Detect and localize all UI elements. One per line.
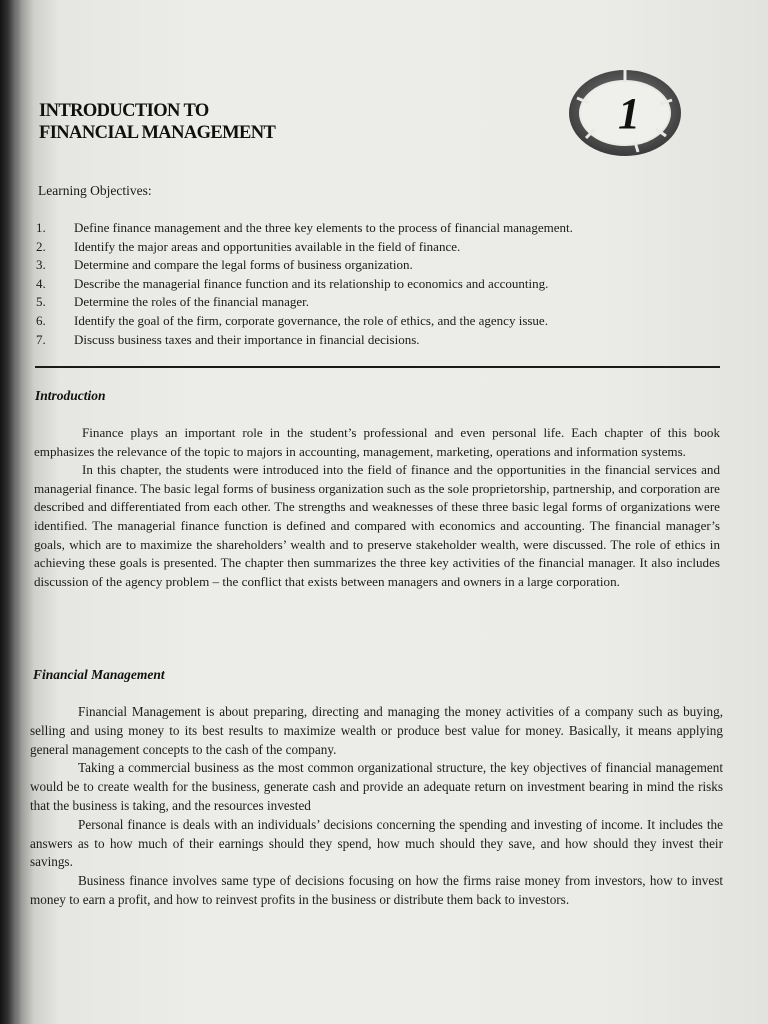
chapter-title-line-1: INTRODUCTION TO — [39, 101, 209, 121]
objective-item — [36, 238, 716, 257]
objective-number: 4. — [36, 275, 46, 291]
financial-management-body — [30, 703, 723, 910]
objective-text: Describe the managerial finance function and its relationship to economics and accounting. — [74, 275, 549, 291]
paragraph: Personal finance is deals with an individuals’ decisions concerning the spending and investing of income. It includes the answers as to how much of their earnings should they spend, how much should they save, and how should they invest their savings. — [30, 816, 723, 870]
objective-number: 3. — [36, 257, 46, 273]
objective-text: Determine the roles of the financial manager. — [74, 294, 309, 310]
objective-item — [36, 331, 716, 350]
learning-objectives-list — [36, 219, 716, 349]
book-spine-shadow — [0, 0, 20, 1024]
objective-text: Discuss business taxes and their importance in financial decisions. — [74, 331, 420, 347]
objective-number: 7. — [36, 331, 46, 347]
objective-number: 6. — [36, 312, 46, 328]
chapter-title — [39, 100, 459, 144]
objective-item — [36, 256, 716, 275]
introduction-body — [34, 424, 720, 591]
paragraph: Financial Management is about preparing, directing and managing the money activities of a company such as buying, selling and using money to its best results to maximize wealth or produce best value for money. Basically, it means applying general management concepts to the cash of the company. — [30, 704, 723, 757]
financial-management-heading: Financial Management — [33, 667, 165, 682]
chapter-number: 1 — [618, 88, 640, 138]
objective-text: Identify the goal of the firm, corporate governance, the role of ethics, and the agency issue. — [74, 312, 548, 328]
section-divider — [35, 366, 720, 368]
paragraph: In this chapter, the students were introduced into the field of finance and the opportunities in the financial services and managerial finance. The basic legal forms of business organization such as the sole proprietorship, partnership, and corporation are described and differentiated from each other. The strengths and weaknesses of these three basic legal forms of organizations were identified. The managerial finance function is defined and compared with economics and accounting. The financial manager’s goals, which are to maximize the shareholders’ wealth and to preserve stakeholder wealth, were discussed. The role of ethics in achieving these goals is presented. The chapter then summarizes the three key activities of the financial manager. It also includes discussion of the agency problem – the conflict that exists between managers and owners in a large corporation. — [34, 462, 720, 589]
objective-text: Determine and compare the legal forms of business organization. — [74, 257, 413, 273]
objective-number: 2. — [36, 238, 46, 254]
objective-number: 1. — [36, 220, 46, 235]
objective-item — [36, 275, 716, 294]
objective-text: Identify the major areas and opportunities available in the field of finance. — [74, 238, 461, 254]
paragraph: Taking a commercial business as the most common organizational structure, the key objectives of financial management would be to create wealth for the business, generate cash and provide an adequate return on investment bearing in mind the risks that the business is taking, and the resources invested — [30, 760, 723, 813]
chapter-number-badge — [568, 70, 682, 156]
objective-number: 5. — [36, 294, 46, 310]
objective-item — [36, 312, 716, 331]
objective-item — [36, 293, 716, 312]
chapter-title-line-2: FINANCIAL MANAGEMENT — [39, 123, 276, 143]
objective-text: Define finance management and the three key elements to the process of financial management. — [74, 220, 573, 235]
objective-item — [36, 219, 716, 238]
paragraph: Finance plays an important role in the student’s professional and even personal life. Each chapter of this book emphasizes the relevance of the topic to majors in accounting, management, marketing, operations and information systems. — [34, 425, 720, 459]
introduction-heading: Introduction — [35, 388, 106, 403]
learning-objectives-heading: Learning Objectives: — [38, 183, 152, 198]
paragraph: Business finance involves same type of decisions focusing on how the firms raise money from investors, how to invest money to earn a profit, and how to reinvest profits in the business or distribute them back to investors. — [30, 873, 723, 907]
